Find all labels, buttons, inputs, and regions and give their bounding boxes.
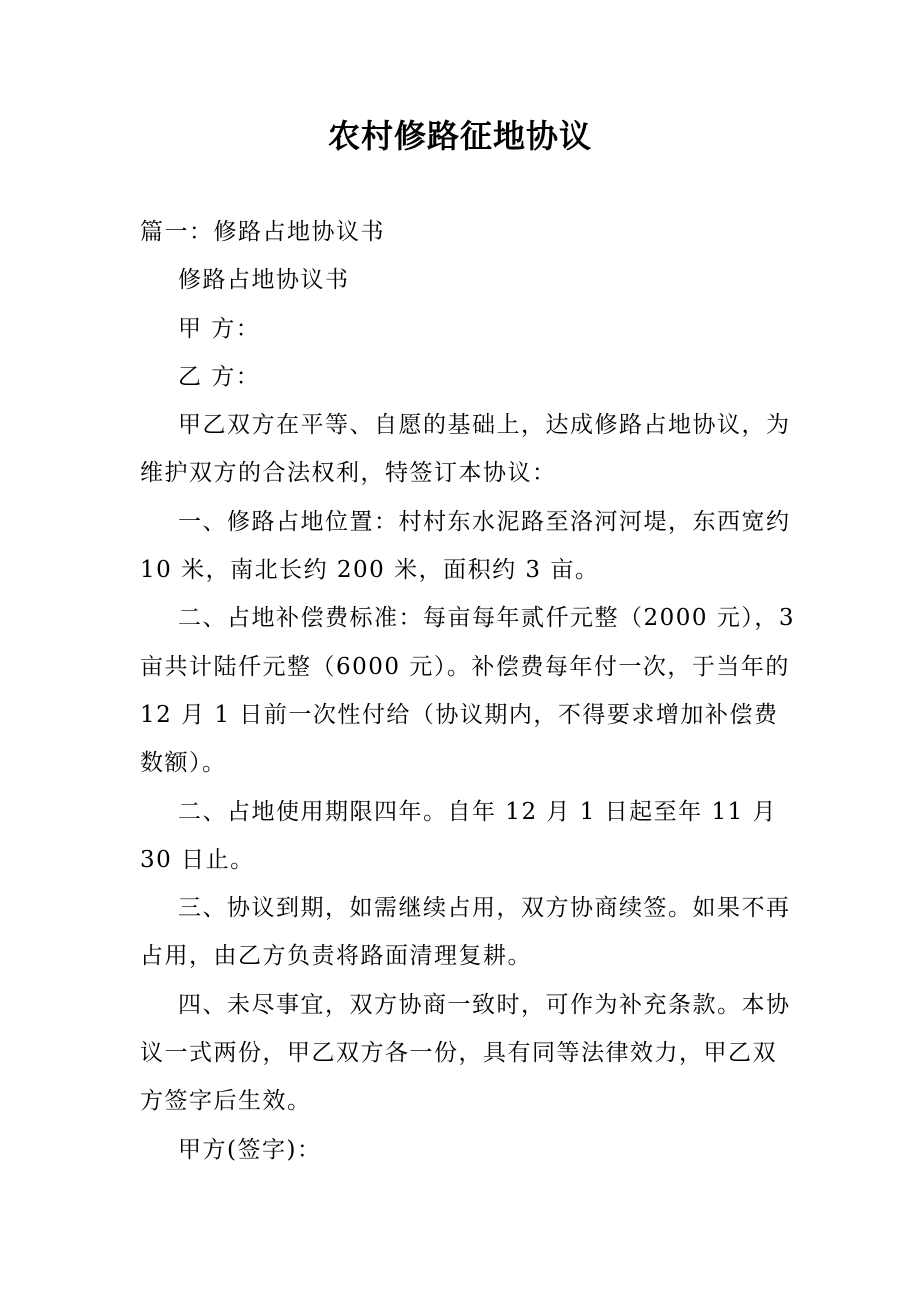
party-a-signature-line: 甲方(签字)： <box>178 1136 322 1163</box>
paragraph-preamble: 甲乙双方在平等、自愿的基础上，达成修路占地协议，为维护双方的合法权利，特签订本协议： <box>140 412 791 487</box>
paragraph-clause-supplement: 四、未尽事宜，双方协商一致时，可作为补充条款。本协议一式两份，甲乙双方各一份，具有同等法律效力，甲乙双方签字后生效。 <box>140 991 791 1115</box>
paragraph-clause-renewal: 三、协议到期，如需继续占用，双方协商续签。如果不再占用，由乙方负责将路面清理复耕。 <box>140 895 791 970</box>
paragraph-clause-location: 一、修路占地位置：村村东水泥路至洛河河堤，东西宽约 10 米，南北长约 200 米，面积约 3 亩。 <box>140 508 791 584</box>
section-heading: 篇一：修路占地协议书 <box>140 219 385 245</box>
document-title: 农村修路征地协议 <box>327 117 592 155</box>
paragraph-subtitle: 修路占地协议书 <box>178 267 350 294</box>
paragraph-clause-compensation: 二、占地补偿费标准：每亩每年贰仟元整（2000 元），3 亩共计陆仟元整（6000 元）。补偿费每年付一次，于当年的 12 月 1 日前一次性付给（协议期内，不得要求增加补偿费数额）。 <box>140 605 795 777</box>
document-body <box>140 208 800 1174</box>
party-a-line: 甲 方： <box>178 315 261 342</box>
party-b-line: 乙 方： <box>178 363 261 390</box>
paragraph-clause-term: 二、占地使用期限四年。自年 12 月 1 日起至年 11 月 30 日止。 <box>140 798 802 873</box>
